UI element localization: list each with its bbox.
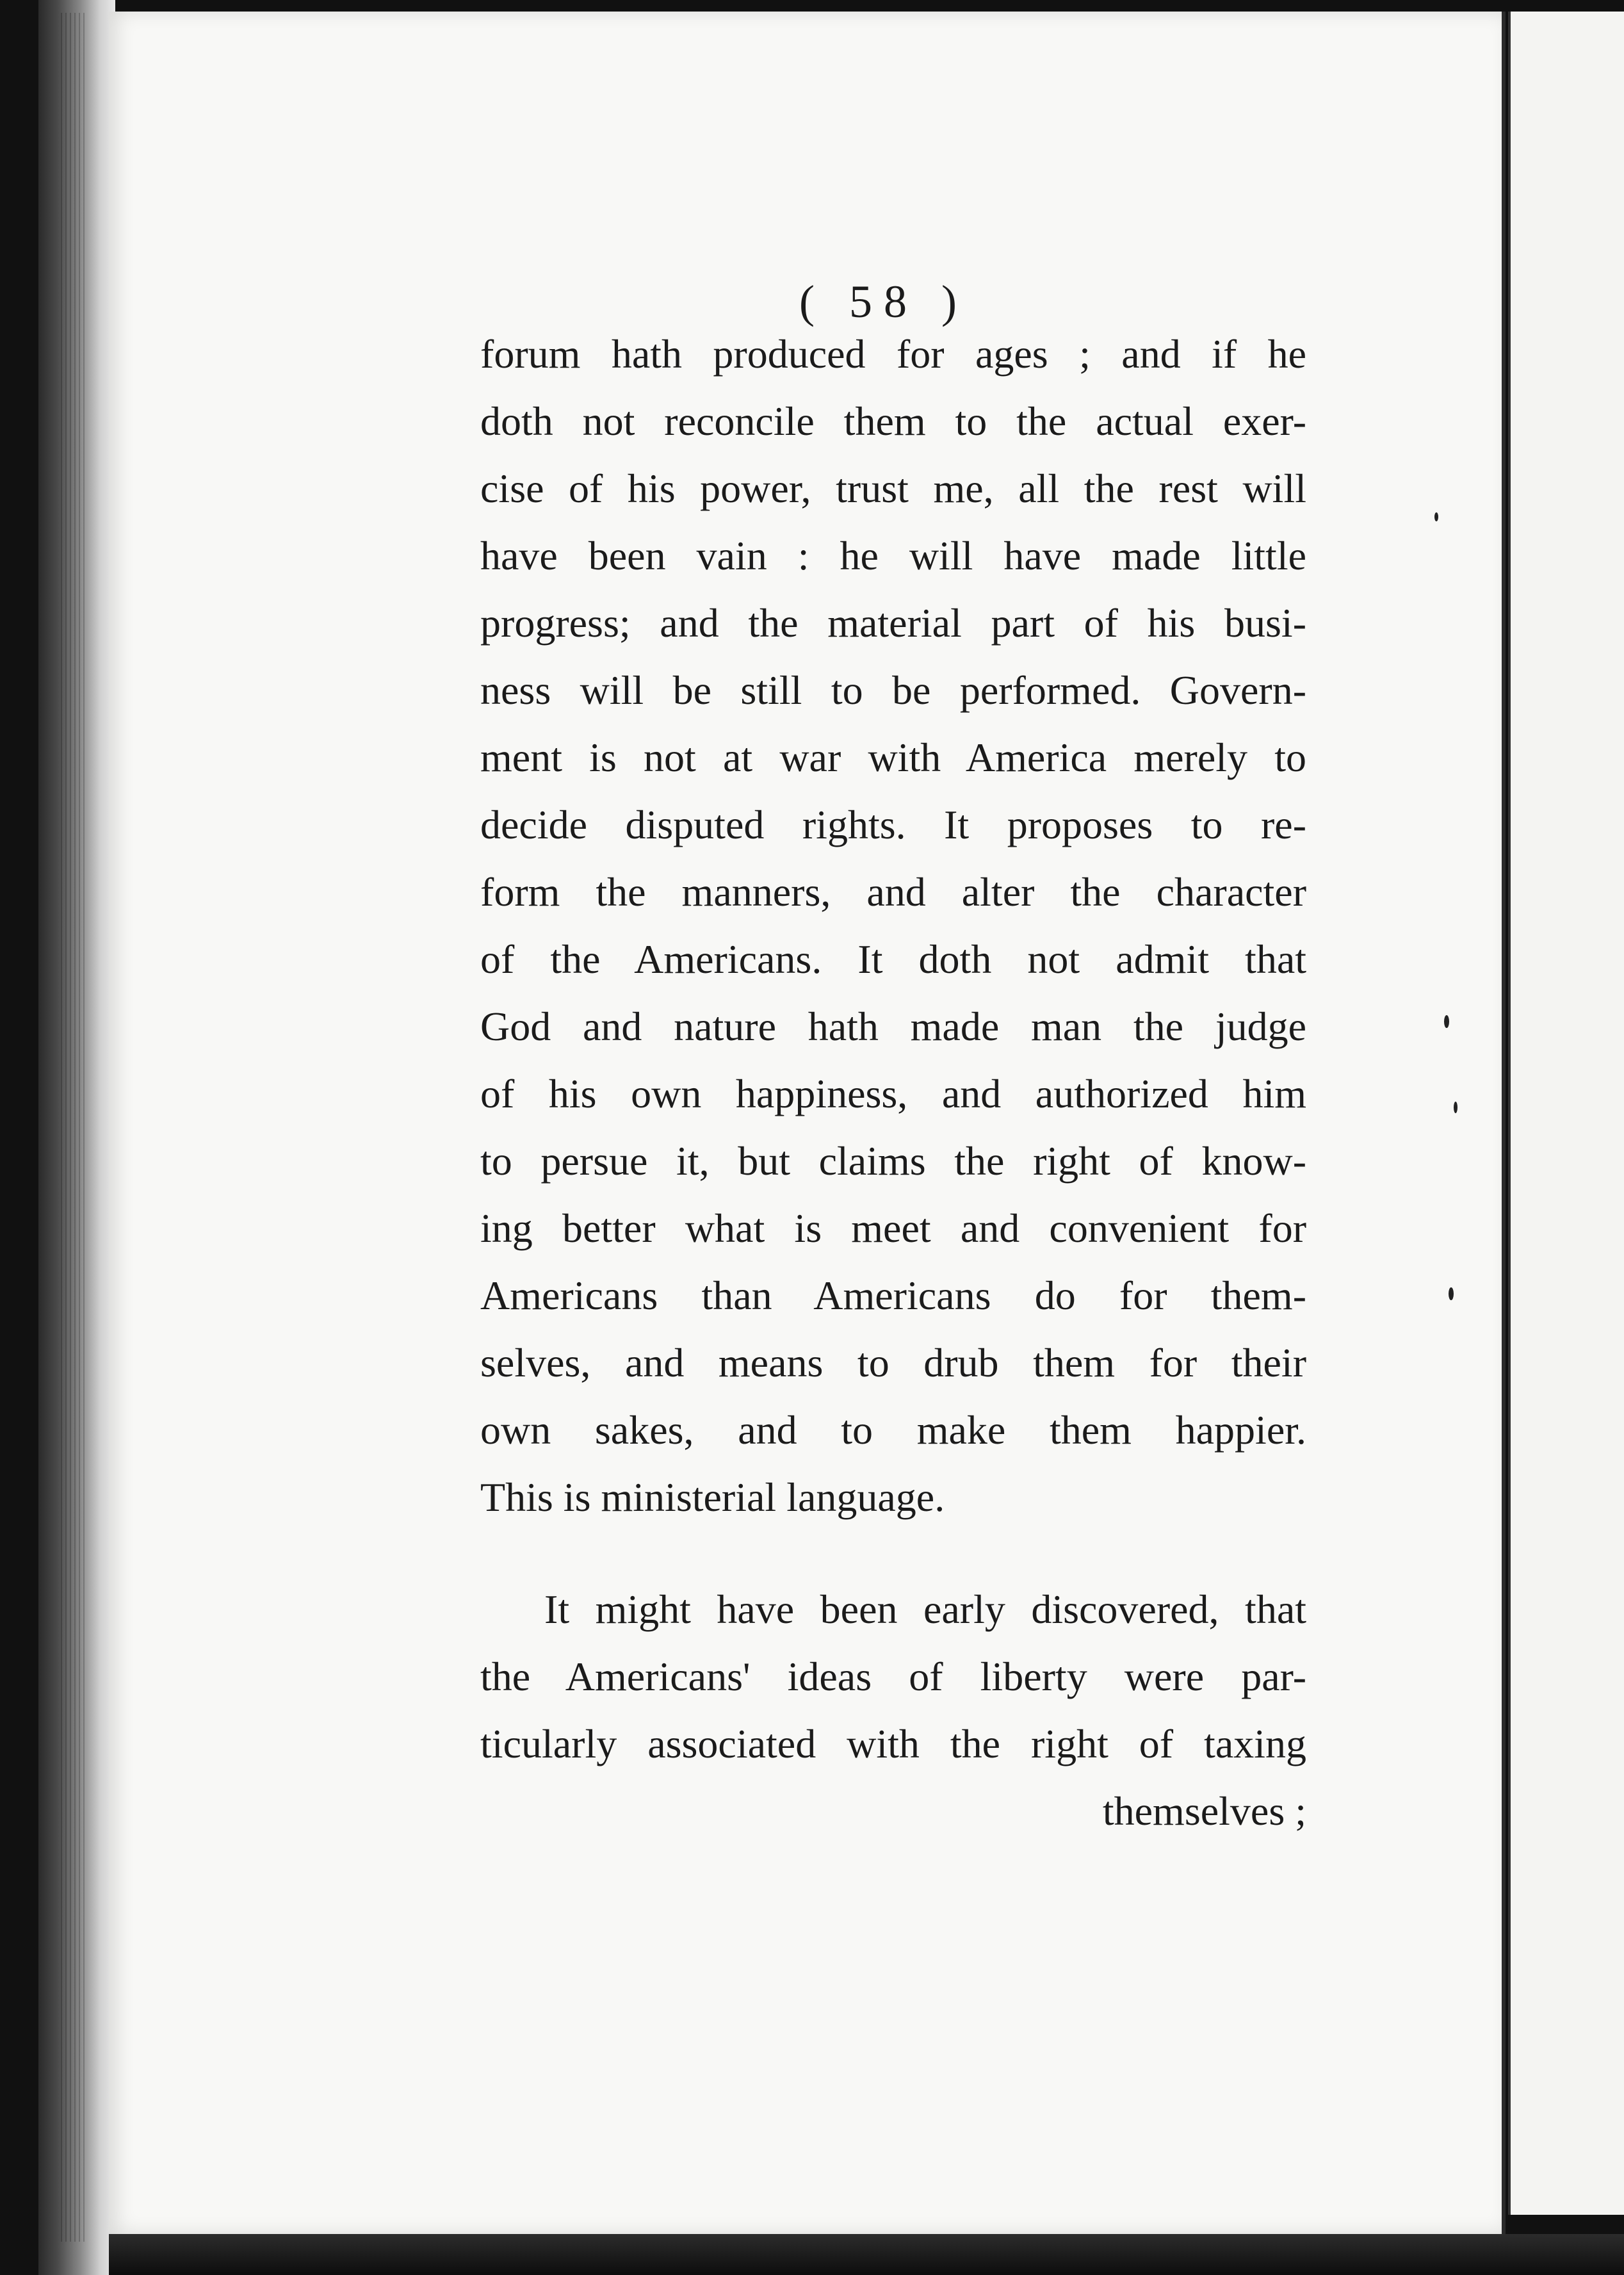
ink-speck xyxy=(1454,1102,1458,1113)
ink-speck xyxy=(1449,1287,1454,1300)
binding-texture xyxy=(61,13,86,2242)
text-line: own sakes, and to make them happier. xyxy=(480,1407,1306,1453)
body-text xyxy=(480,320,1306,1845)
text-line: progress; and the material part of his busi- xyxy=(480,600,1306,646)
page-number: ( 58 ) xyxy=(799,276,968,327)
facing-page-edge xyxy=(1508,12,1624,2215)
text-line: doth not reconcile them to the actual exer- xyxy=(480,398,1306,444)
text-line: Americans than Americans do for them- xyxy=(480,1273,1306,1318)
paragraph-2 xyxy=(480,1576,1306,1845)
text-line: of his own happiness, and authorized him xyxy=(480,1071,1306,1116)
catchword-line: themselves ; xyxy=(1102,1788,1306,1834)
text-line: ticularly associated with the right of taxing xyxy=(480,1721,1306,1766)
text-line: have been vain : he will have made little xyxy=(480,533,1306,578)
paragraph-1 xyxy=(480,320,1306,1531)
text-line: ing better what is meet and convenient for xyxy=(480,1205,1306,1251)
text-line: ment is not at war with America merely to xyxy=(480,735,1306,780)
text-line: decide disputed rights. It proposes to re- xyxy=(480,802,1306,847)
text-line: God and nature hath made man the judge xyxy=(480,1004,1306,1049)
text-line: This is ministerial language. xyxy=(480,1474,945,1520)
text-line: ness will be still to be performed. Govern- xyxy=(480,667,1306,713)
text-line: selves, and means to drub them for their xyxy=(480,1340,1306,1385)
ink-speck xyxy=(1444,1015,1449,1028)
text-line: the Americans' ideas of liberty were par- xyxy=(480,1654,1306,1699)
text-line: form the manners, and alter the character xyxy=(480,869,1306,915)
text-line: forum hath produced for ages ; and if he xyxy=(480,331,1306,377)
page-bottom-edge xyxy=(109,2234,1624,2275)
text-line: to persue it, but claims the right of know- xyxy=(480,1138,1306,1184)
ink-speck xyxy=(1434,512,1438,521)
text-line: of the Americans. It doth not admit that xyxy=(480,936,1306,982)
text-line: cise of his power, trust me, all the rest will xyxy=(480,466,1306,511)
text-line: It might have been early discovered, that xyxy=(544,1586,1306,1632)
